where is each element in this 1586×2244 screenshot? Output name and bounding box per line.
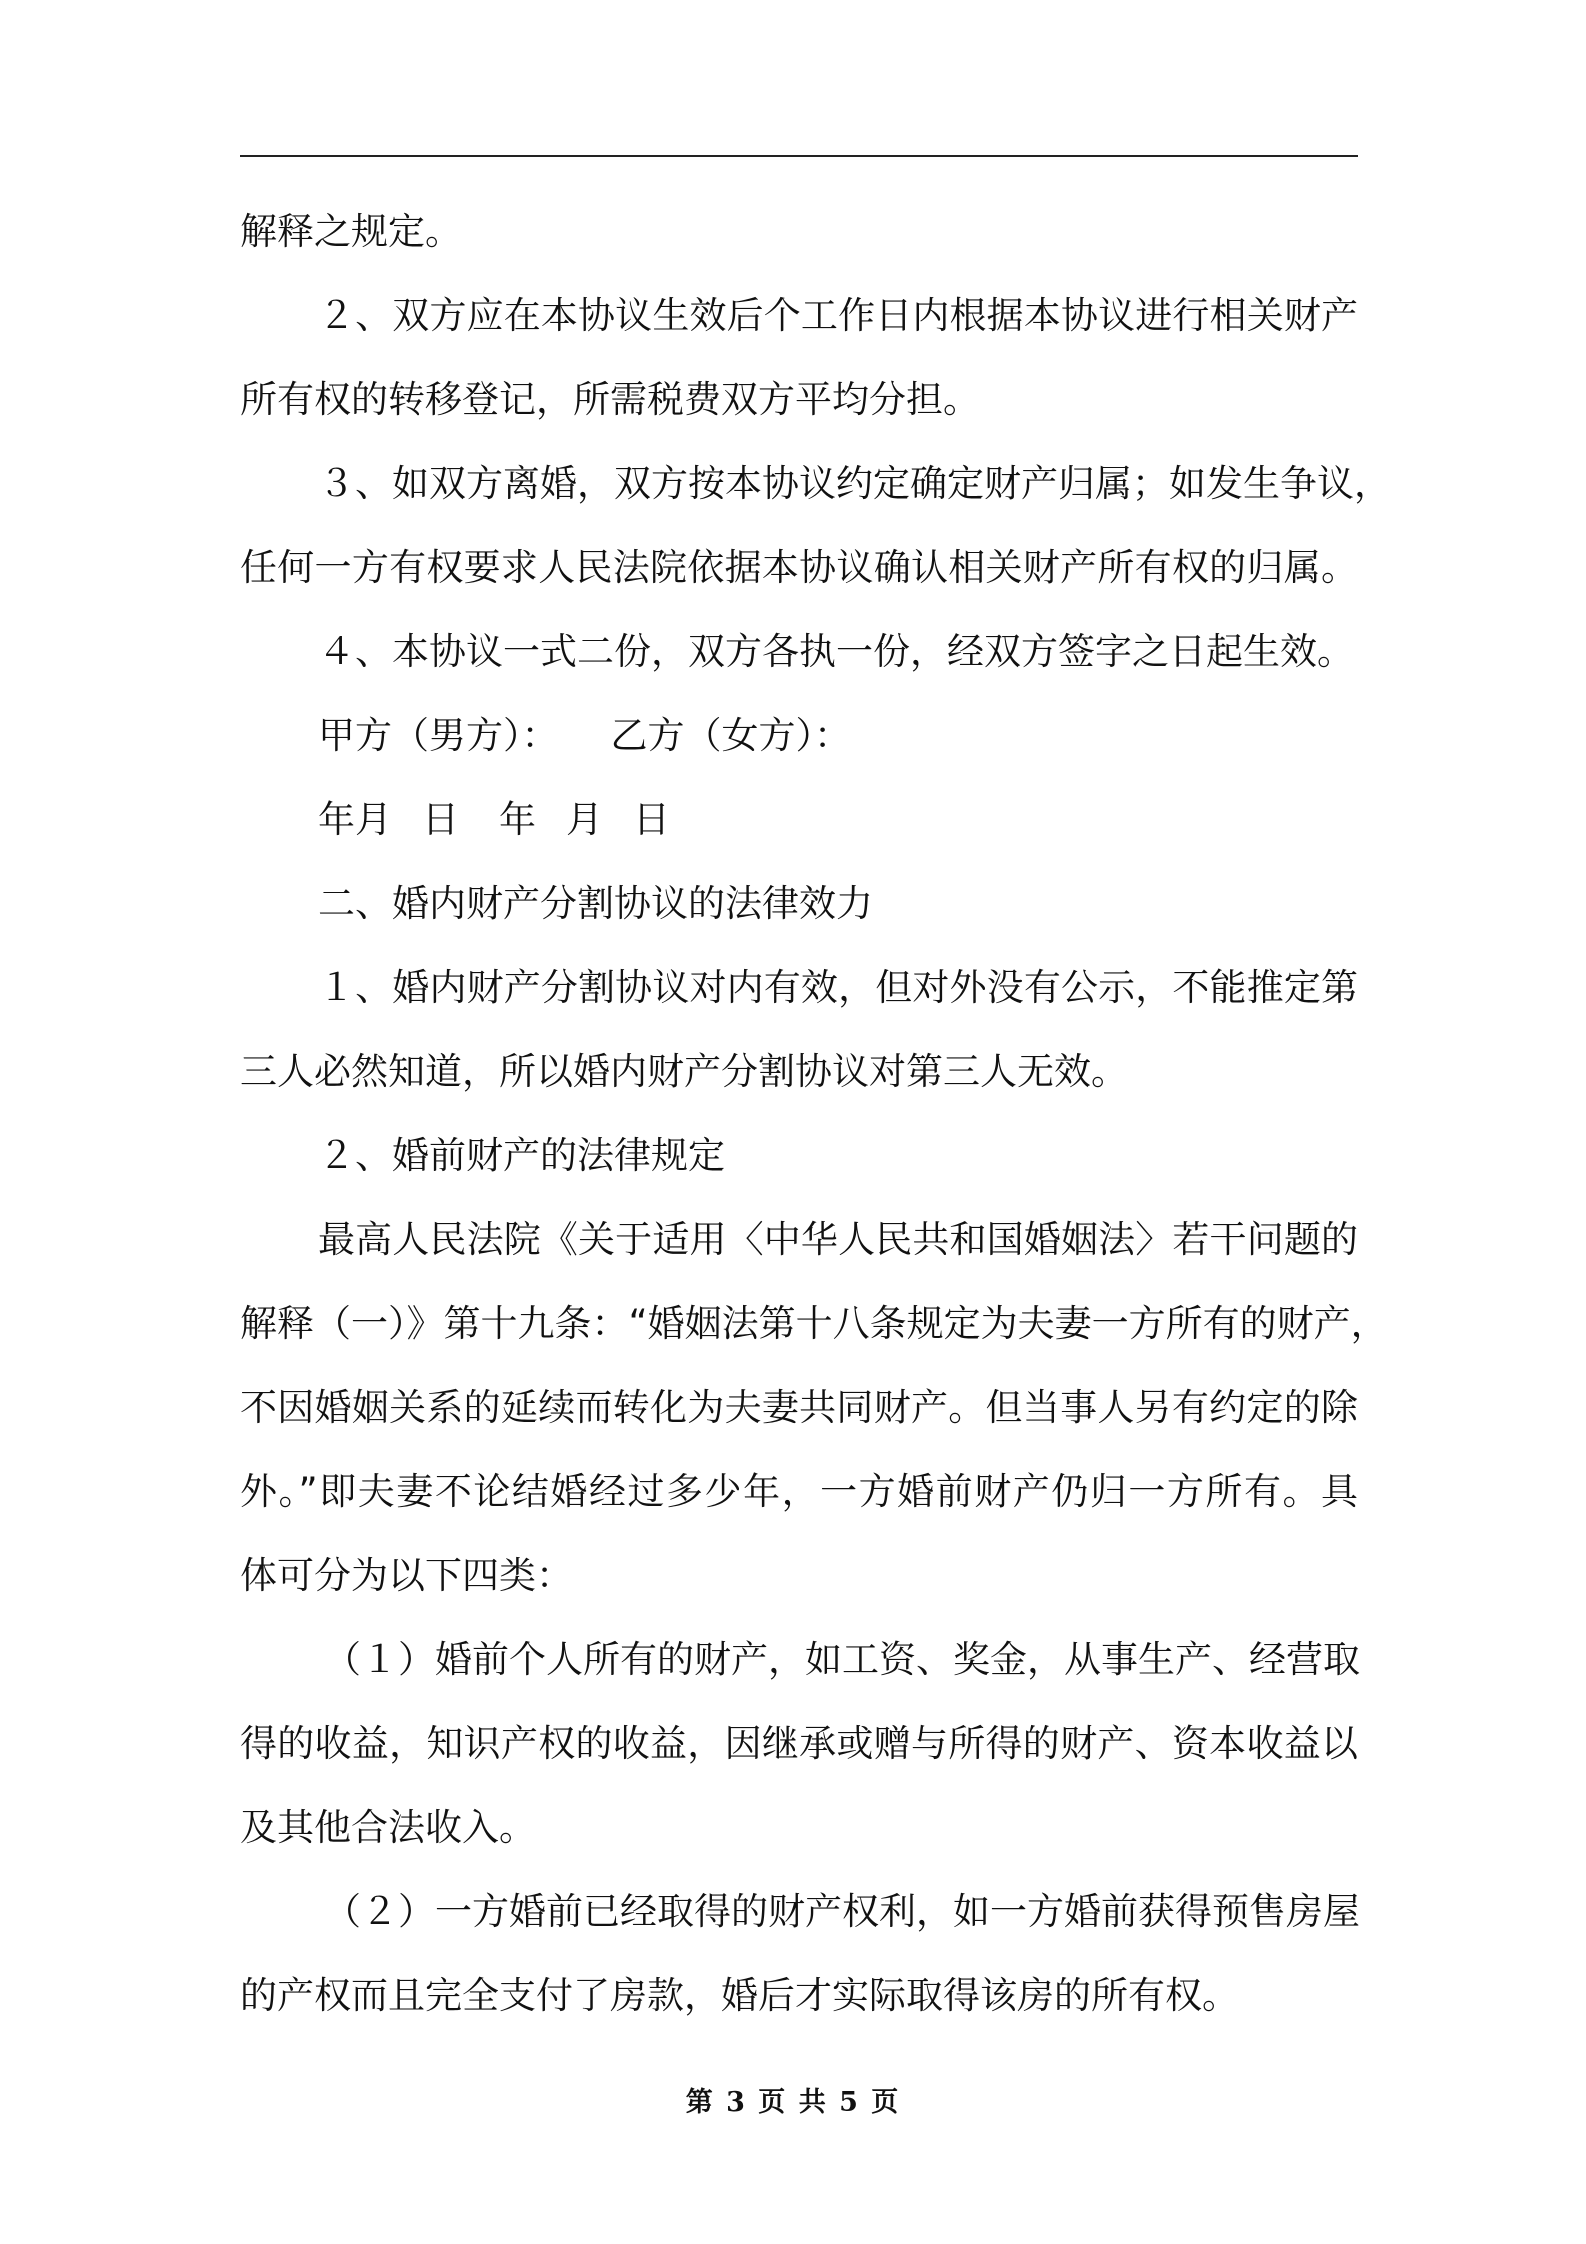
date-year-b: 年: [499, 798, 536, 841]
text-line: 任何一方有权要求人民法院依据本协议确认相关财产所有权的归属。: [240, 546, 1358, 589]
party-b-label: 乙方（女方）：: [610, 714, 851, 757]
text-line: 解释之规定。: [240, 210, 462, 253]
text-line: ２、双方应在本协议生效后个工作日内根据本协议进行相关财产: [318, 294, 1358, 337]
signature-parties-line: [240, 694, 1358, 778]
text-line: ３、如双方离婚，双方按本协议约定确定财产归属；如发生争议，: [318, 462, 1391, 505]
text-line: 体可分为以下四类：: [240, 1554, 573, 1597]
document-body: [240, 190, 1391, 2038]
text-line: 不因婚姻关系的延续而转化为夫妻共同财产。但当事人另有约定的除: [240, 1386, 1358, 1429]
date-year-month-a: 年月: [318, 798, 392, 841]
text-line: 得的收益，知识产权的收益，因继承或赠与所得的财产、资本收益以: [240, 1722, 1358, 1765]
text-line: （２）一方婚前已经取得的财产权利，如一方婚前获得预售房屋: [324, 1890, 1360, 1933]
text-line: 最高人民法院《关于适用〈中华人民共和国婚姻法〉若干问题的: [318, 1218, 1358, 1261]
text-line: 解释（一）》第十九条：“婚姻法第十八条规定为夫妻一方所有的财产，: [240, 1302, 1388, 1345]
date-month-b: 月: [566, 798, 603, 841]
text-line: ４、本协议一式二份，双方各执一份，经双方签字之日起生效。: [318, 630, 1354, 673]
text-line: 所有权的转移登记，所需税费双方平均分担。: [240, 378, 980, 421]
date-day-a: 日: [422, 798, 459, 841]
signature-date-line: [240, 778, 1358, 862]
header-rule: [240, 155, 1358, 157]
section-heading: 二、婚内财产分割协议的法律效力: [318, 882, 873, 925]
text-line: １、婚内财产分割协议对内有效，但对外没有公示，不能推定第: [318, 966, 1358, 1009]
date-day-b: 日: [633, 798, 670, 841]
subsection-heading: ２、婚前财产的法律规定: [318, 1134, 725, 1177]
text-line: 及其他合法收入。: [240, 1806, 536, 1849]
page-number-footer: 第 3 页 共 5 页: [685, 2087, 901, 2118]
text-line: 外。”即夫妻不论结婚经过多少年，一方婚前财产仍归一方所有。具: [240, 1470, 1358, 1513]
text-line: 的产权而且完全支付了房款，婚后才实际取得该房的所有权。: [240, 1974, 1239, 2017]
party-a-label: 甲方（男方）：: [318, 714, 559, 757]
text-line: 三人必然知道，所以婚内财产分割协议对第三人无效。: [240, 1050, 1128, 1093]
text-line: （１）婚前个人所有的财产，如工资、奖金，从事生产、经营取: [324, 1638, 1360, 1681]
